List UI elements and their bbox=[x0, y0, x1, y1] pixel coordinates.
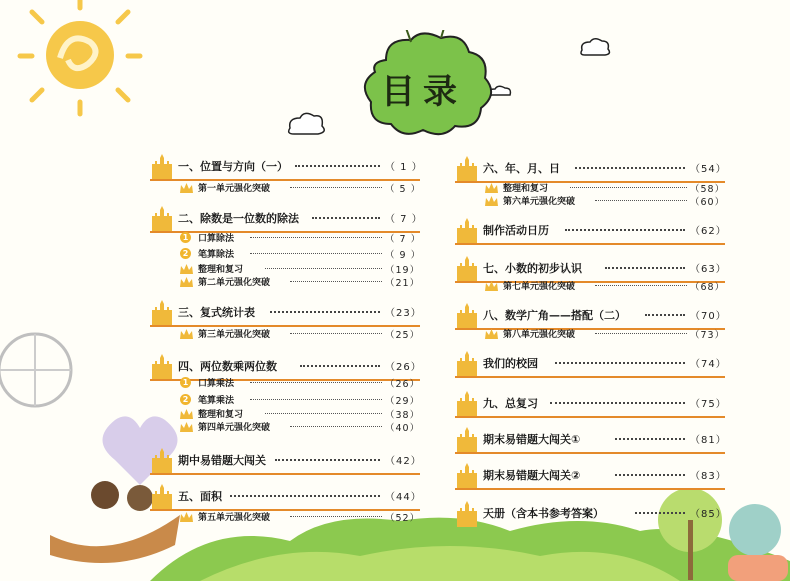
underline bbox=[150, 473, 420, 475]
toc-entry-page: （81） bbox=[690, 435, 727, 446]
toc-subentry-title: 第五单元强化突破 bbox=[198, 513, 271, 523]
toc-entry[interactable] bbox=[455, 162, 725, 182]
toc-subentry-page: （ 9 ） bbox=[385, 250, 422, 261]
toc-entry-page: （ 1 ） bbox=[385, 162, 423, 173]
toc-entry[interactable] bbox=[455, 224, 725, 244]
toc-entry-title: 四、两位数乘两位数 bbox=[178, 360, 277, 373]
leader-dots bbox=[595, 333, 687, 334]
toc-subentry-title: 第六单元强化突破 bbox=[503, 197, 576, 207]
toc-entry-title: 一、位置与方向（一） bbox=[178, 160, 288, 173]
leader-dots bbox=[550, 402, 685, 406]
toc-subentry[interactable] bbox=[485, 195, 725, 209]
toc-entry-page: （42） bbox=[385, 456, 422, 467]
toc-entry-title: 期末易错题大闯关② bbox=[483, 469, 581, 482]
leader-dots bbox=[295, 165, 380, 169]
toc-entry-title: 五、面积 bbox=[178, 490, 222, 503]
toc-entry[interactable] bbox=[455, 397, 725, 417]
crown-icon bbox=[180, 512, 193, 523]
underline bbox=[455, 488, 725, 490]
toc-entry-page: （74） bbox=[690, 359, 727, 370]
toc-entry-page: （23） bbox=[385, 308, 422, 319]
crown-icon bbox=[180, 329, 193, 340]
toc-entry-page: （85） bbox=[690, 509, 727, 520]
toc-subentry-page: （58） bbox=[690, 184, 726, 195]
page-title: 目录 bbox=[381, 72, 465, 112]
toc-entry[interactable] bbox=[455, 433, 725, 453]
toc-subentry[interactable] bbox=[180, 232, 420, 246]
underline bbox=[455, 452, 725, 454]
toc-entry-page: （54） bbox=[690, 164, 727, 175]
toc-entry-title: 天册（含本书参考答案） bbox=[483, 507, 604, 520]
toc-subentry[interactable] bbox=[180, 377, 420, 391]
toc-subentry-page: （40） bbox=[385, 423, 421, 434]
toc-subentry-title: 第二单元强化突破 bbox=[198, 278, 271, 288]
leader-dots bbox=[565, 229, 685, 233]
leader-dots bbox=[570, 187, 687, 188]
toc-right-column bbox=[455, 162, 725, 522]
toc-entry-page: （83） bbox=[690, 471, 727, 482]
leader-dots bbox=[250, 382, 382, 383]
crown-icon bbox=[485, 281, 498, 292]
toc-entry-title: 六、年、月、日 bbox=[483, 162, 560, 175]
toc-subentry[interactable] bbox=[180, 394, 420, 408]
toc-subentry-title: 第三单元强化突破 bbox=[198, 330, 271, 340]
toc-entry-title: 七、小数的初步认识 bbox=[483, 262, 582, 275]
leader-dots bbox=[290, 426, 382, 427]
castle-icon bbox=[455, 303, 479, 329]
castle-icon bbox=[150, 154, 174, 180]
toc-subentry-title: 整理和复习 bbox=[503, 184, 549, 194]
castle-icon bbox=[455, 256, 479, 282]
toc-entry-page: （62） bbox=[690, 226, 727, 237]
leader-dots bbox=[555, 362, 685, 366]
toc-subentry-page: （68） bbox=[690, 282, 726, 293]
toc-entry-title: 期中易错题大闯关 bbox=[178, 454, 266, 467]
toc-subentry-title: 第四单元强化突破 bbox=[198, 423, 271, 433]
leader-dots bbox=[250, 399, 382, 400]
leader-dots bbox=[290, 187, 382, 188]
leader-dots bbox=[300, 365, 380, 369]
toc-entry-title: 二、除数是一位数的除法 bbox=[178, 212, 299, 225]
toc-subentry[interactable] bbox=[180, 276, 420, 290]
leader-dots bbox=[270, 311, 380, 315]
leader-dots bbox=[290, 281, 382, 282]
underline bbox=[455, 416, 725, 418]
toc-subentry-page: （ 5 ） bbox=[385, 184, 422, 195]
castle-icon bbox=[150, 448, 174, 474]
leader-dots bbox=[290, 516, 382, 517]
sun-icon bbox=[20, 0, 140, 114]
leader-dots bbox=[312, 217, 380, 221]
castle-icon bbox=[150, 300, 174, 326]
toc-entry-title: 三、复式统计表 bbox=[178, 306, 255, 319]
toc-subentry[interactable] bbox=[485, 328, 725, 342]
toc-entry[interactable] bbox=[455, 507, 725, 527]
leader-dots bbox=[275, 459, 380, 463]
toc-subentry-page: （29） bbox=[385, 396, 421, 407]
crown-icon bbox=[485, 196, 498, 207]
crown-icon bbox=[180, 409, 193, 420]
crown-icon bbox=[180, 422, 193, 433]
leader-dots bbox=[615, 438, 685, 442]
toc-subentry-title: 笔算除法 bbox=[198, 250, 235, 260]
underline bbox=[150, 325, 420, 327]
toc-subentry[interactable] bbox=[180, 248, 420, 262]
castle-icon bbox=[455, 463, 479, 489]
toc-entry[interactable] bbox=[455, 469, 725, 489]
castle-icon bbox=[455, 156, 479, 182]
toc-entry[interactable] bbox=[150, 490, 420, 510]
toc-subentry-page: （73） bbox=[690, 330, 726, 341]
number-2-badge: 2 bbox=[180, 248, 191, 259]
crown-icon bbox=[485, 329, 498, 340]
toc-subentry-page: （26） bbox=[385, 379, 421, 390]
castle-icon bbox=[455, 427, 479, 453]
leader-dots bbox=[595, 200, 687, 201]
toc-subentry-title: 第一单元强化突破 bbox=[198, 184, 271, 194]
toc-subentry-page: （52） bbox=[385, 513, 421, 524]
toc-subentry-title: 口算除法 bbox=[198, 234, 235, 244]
toc-entry-title: 我们的校园 bbox=[483, 357, 538, 370]
toc-subentry[interactable] bbox=[485, 280, 725, 294]
toc-entry[interactable] bbox=[150, 160, 423, 180]
castle-icon bbox=[455, 501, 479, 527]
toc-subentry-page: （25） bbox=[385, 330, 421, 341]
toc-entry-title: 九、总复习 bbox=[483, 397, 538, 410]
toc-entry-page: （44） bbox=[385, 492, 422, 503]
leader-dots bbox=[230, 495, 380, 499]
leader-dots bbox=[615, 474, 685, 478]
leader-dots bbox=[635, 512, 685, 516]
leader-dots bbox=[250, 237, 382, 238]
toc-subentry-title: 第八单元强化突破 bbox=[503, 330, 576, 340]
toc-entry-title: 期末易错题大闯关① bbox=[483, 433, 581, 446]
crown-icon bbox=[180, 277, 193, 288]
toc-subentry-title: 整理和复习 bbox=[198, 410, 244, 420]
leader-dots bbox=[265, 413, 382, 414]
castle-icon bbox=[455, 351, 479, 377]
toc-subentry[interactable] bbox=[180, 421, 420, 435]
toc-entry-page: （75） bbox=[690, 399, 727, 410]
castle-icon bbox=[455, 218, 479, 244]
toc-entry[interactable] bbox=[150, 454, 420, 474]
toc-subentry[interactable] bbox=[180, 511, 420, 525]
crown-icon bbox=[180, 264, 193, 275]
toc-entry-title: 制作活动日历 bbox=[483, 224, 549, 237]
underline bbox=[455, 243, 725, 245]
underline bbox=[150, 179, 420, 181]
toc-entry[interactable] bbox=[455, 357, 725, 377]
toc-subentry[interactable] bbox=[180, 182, 420, 196]
castle-icon bbox=[150, 354, 174, 380]
toc-entry-page: （ 7 ） bbox=[385, 214, 423, 225]
leader-dots bbox=[605, 267, 685, 271]
underline bbox=[455, 376, 725, 378]
leader-dots bbox=[250, 253, 382, 254]
toc-entry[interactable] bbox=[150, 212, 423, 232]
toc-entry[interactable] bbox=[455, 262, 725, 282]
castle-icon bbox=[150, 484, 174, 510]
toc-subentry-page: （21） bbox=[385, 278, 421, 289]
toc-entry[interactable] bbox=[455, 309, 725, 329]
toc-subentry-title: 笔算乘法 bbox=[198, 396, 235, 406]
toc-subentry-page: （60） bbox=[690, 197, 726, 208]
toc-subentry-page: （19） bbox=[385, 265, 421, 276]
leader-dots bbox=[290, 333, 382, 334]
leader-dots bbox=[595, 285, 687, 286]
toc-subentry-page: （ 7 ） bbox=[385, 234, 422, 245]
number-2-badge: 2 bbox=[180, 394, 191, 405]
toc-subentry[interactable] bbox=[180, 328, 420, 342]
toc-subentry-page: （38） bbox=[385, 410, 421, 421]
toc-entry-title: 八、数学广角——搭配（二） bbox=[483, 309, 626, 322]
number-1-badge: 1 bbox=[180, 377, 191, 388]
toc-entry-page: （70） bbox=[690, 311, 727, 322]
toc-entry-page: （63） bbox=[690, 264, 727, 275]
leader-dots bbox=[645, 314, 685, 318]
toc-entry-page: （26） bbox=[385, 362, 422, 373]
toc-subentry-title: 第七单元强化突破 bbox=[503, 282, 576, 292]
toc-left-column bbox=[150, 160, 423, 530]
number-1-badge: 1 bbox=[180, 232, 191, 243]
leader-dots bbox=[575, 167, 685, 171]
leader-dots bbox=[265, 268, 382, 269]
castle-icon bbox=[455, 391, 479, 417]
castle-icon bbox=[150, 206, 174, 232]
toc-subentry-title: 口算乘法 bbox=[198, 379, 235, 389]
toc-entry[interactable] bbox=[150, 306, 420, 326]
crown-icon bbox=[485, 183, 498, 194]
crown-icon bbox=[180, 183, 193, 194]
toc-subentry-title: 整理和复习 bbox=[198, 265, 244, 275]
